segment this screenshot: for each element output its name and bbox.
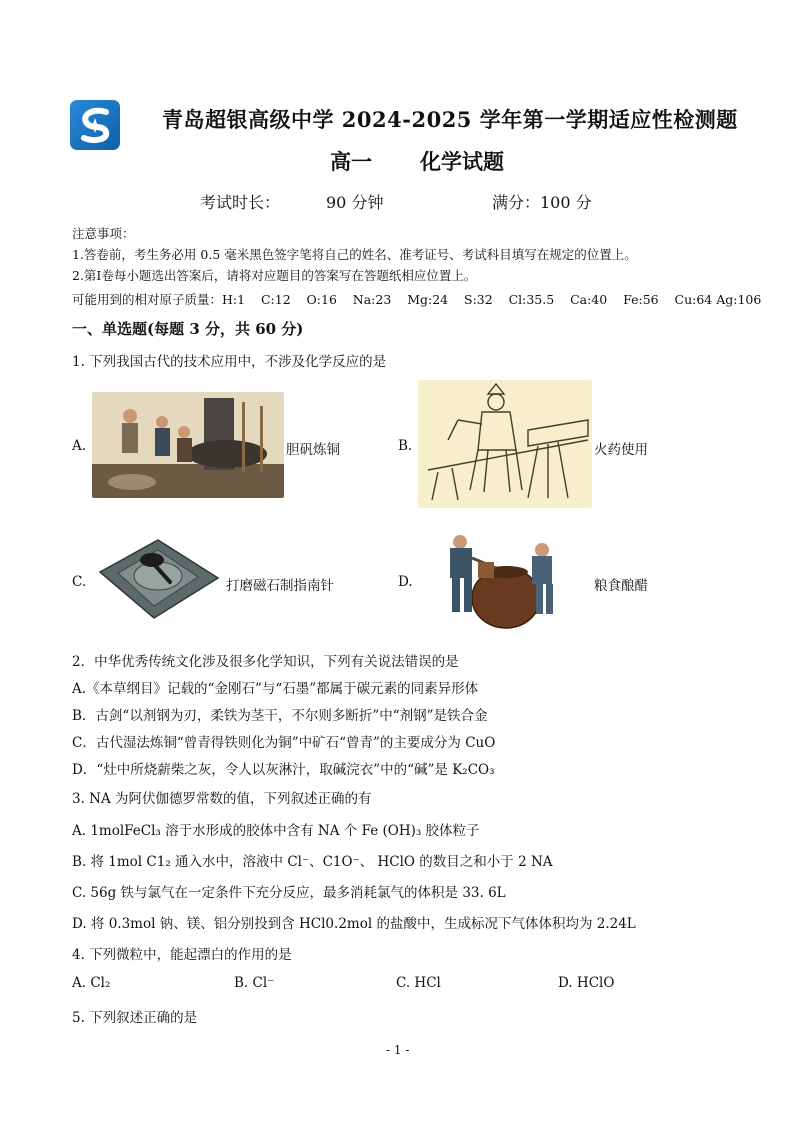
subject-label: 化学试题 [420,149,504,174]
copper-smelting-image [92,392,284,498]
q1-option-c-caption: 打磨磁石制指南针 [226,578,334,594]
q1-option-c-letter: C. [72,574,87,590]
q4-option-b: B. Cl⁻ [234,975,275,991]
note-item-1: 1.答卷前，考生务必用 0.5 毫米黑色签字笔将自己的姓名、准考证号、考试科目填写在规定的位置上。 [72,247,637,262]
q4-stem: 4. 下列微粒中，能起漂白的作用的是 [72,947,292,963]
q1-option-b-caption: 火药使用 [594,442,648,458]
q4-option-a: A. Cl₂ [72,975,111,991]
notes-heading: 注意事项： [72,226,135,241]
note-item-2: 2.第Ⅰ卷每小题选出答案后，请将对应题目的答案写在答题纸相应位置上。 [72,268,477,283]
compass-image [92,532,222,622]
vinegar-brewing-image [432,524,564,632]
q3-option-b: B. 将 1mol C1₂ 通入水中，溶液中 Cl⁻、C1O⁻、 HClO 的数目之和小于 2 NA [72,854,553,870]
q1-stem: 1. 下列我国古代的技术应用中，不涉及化学反应的是 [72,354,387,370]
score-label: 满分：100 分 [492,193,592,212]
q1-option-d-caption: 粮食酿醋 [594,578,648,594]
grade-label: 高一 [330,149,372,174]
q1-option-d-letter: D. [398,574,413,590]
q2-stem: 2．中华优秀传统文化涉及很多化学知识，下列有关说法错误的是 [72,654,459,670]
duration-label: 考试时长： [200,193,281,212]
q5-stem: 5. 下列叙述正确的是 [72,1010,198,1026]
section-title: 一、单选题(每题 3 分，共 60 分) [72,320,304,338]
page-number: - 1 - [386,1043,410,1057]
q3-stem: 3. NA 为阿伏伽德罗常数的值，下列叙述正确的有 [72,791,372,807]
atomic-masses: 可能用到的相对原子质量：H:1 C:12 O:16 Na:23 Mg:24 S:32 Cl:35.5 Ca:40 Fe:56 Cu:64 Ag:106 [72,292,762,307]
q1-option-a-letter: A. [72,438,87,454]
duration-value: 90 分钟 [326,193,384,212]
q2-option-a: A.《本草纲目》记载的“金刚石”与“石墨”都属于碳元素的同素异形体 [72,681,479,697]
gunpowder-image [418,380,592,508]
q3-option-a: A. 1molFeCl₃ 溶于水形成的胶体中含有 NA 个 Fe (OH)₃ 胶体粒子 [72,823,480,839]
exam-subtitle [330,146,552,176]
q2-option-b: B．古剑“以剂钢为刃，柔铁为茎干，不尔则多断折”中“剂钢”是铁合金 [72,708,488,724]
q3-option-c: C. 56g 铁与氯气在一定条件下充分反应，最多消耗氯气的体积是 33. 6L [72,885,506,901]
q3-option-d: D. 将 0.3mol 钠、镁、铝分别投到含 HCl0.2mol 的盐酸中，生成标况下气体体积均为 2.24L [72,916,636,932]
q4-option-d: D. HClO [558,975,615,991]
exam-title: 青岛超银高级中学 2024-2025 学年第一学期适应性检测题 [162,107,738,132]
q2-option-d: D．“灶中所烧薪柴之灰，令人以灰淋汁，取碱浣衣”中的“碱”是 K₂CO₃ [72,762,495,778]
school-logo [70,100,120,150]
q4-option-c: C. HCl [396,975,441,991]
q1-option-b-letter: B. [398,438,413,454]
q2-option-c: C．古代湿法炼铜“曾青得铁则化为铜”中矿石“曾青”的主要成分为 CuO [72,735,496,751]
q1-option-a-caption: 胆矾炼铜 [286,442,340,458]
